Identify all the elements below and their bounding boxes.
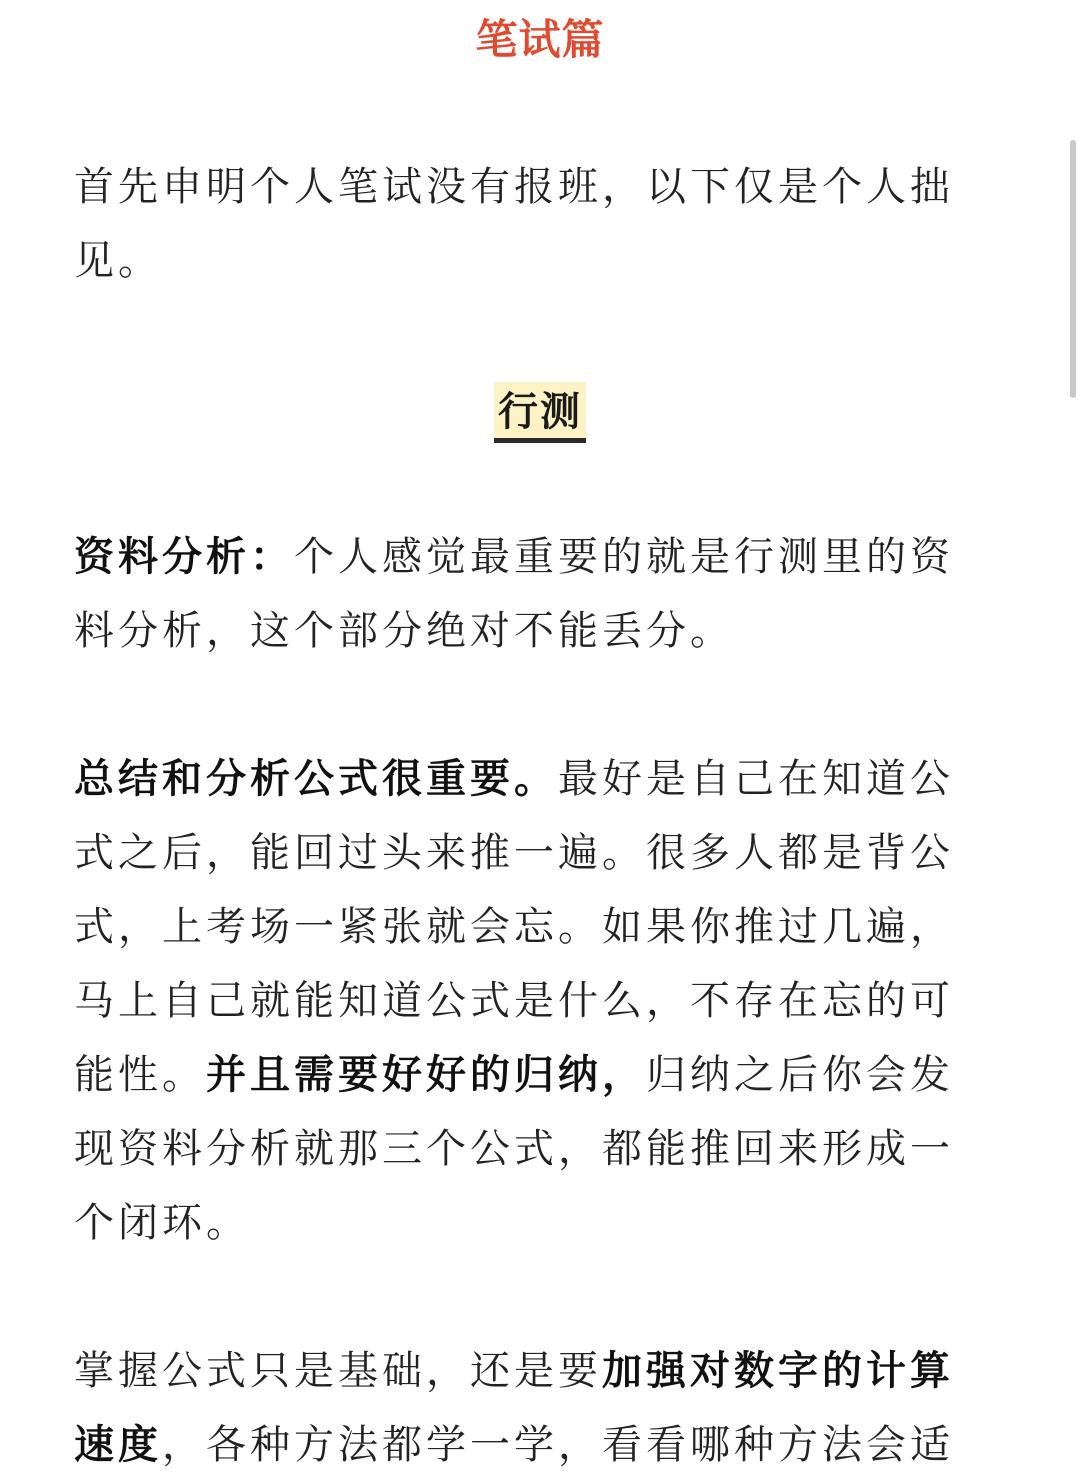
section-heading	[0, 382, 1080, 443]
paragraph-text: 掌握公式只是基础，还是要	[74, 1348, 602, 1394]
paragraph-calculation	[74, 1334, 974, 1482]
paragraph-inline-bold: 加强对数字的计算速度	[74, 1348, 954, 1468]
paragraph-text: ，各种方法都学一学，看看哪种方法会适	[162, 1422, 954, 1468]
paragraph-formulas	[74, 742, 974, 1260]
page-title: 笔试篇	[475, 15, 605, 64]
section-heading-label: 行测	[494, 382, 586, 443]
paragraph-text: 归纳之后你会发现资料分析就那三个公式，都能推回来形成一个闭环。	[74, 1052, 954, 1246]
paragraph-lead-bold: 资料分析：	[74, 534, 294, 580]
paragraph-text: 最好是自己在知道公式之后，能回过头来推一遍。很多人都是背公式，上考场一紧张就会忘。如果你推过几遍，马上自己就能知道公式是什么，不存在忘的可能性。	[74, 756, 954, 1098]
intro-paragraph: 首先申明个人笔试没有报班，以下仅是个人拙见。	[74, 164, 954, 284]
paragraph-data-analysis	[74, 520, 974, 668]
scrollbar-thumb[interactable]	[1070, 140, 1076, 398]
paragraph-inline-bold: 并且需要好好的归纳，	[206, 1052, 646, 1098]
paragraph-text: 个人感觉最重要的就是行测里的资料分析，这个部分绝对不能丢分。	[74, 534, 954, 654]
paragraph-lead-bold: 总结和分析公式很重要。	[74, 756, 558, 802]
